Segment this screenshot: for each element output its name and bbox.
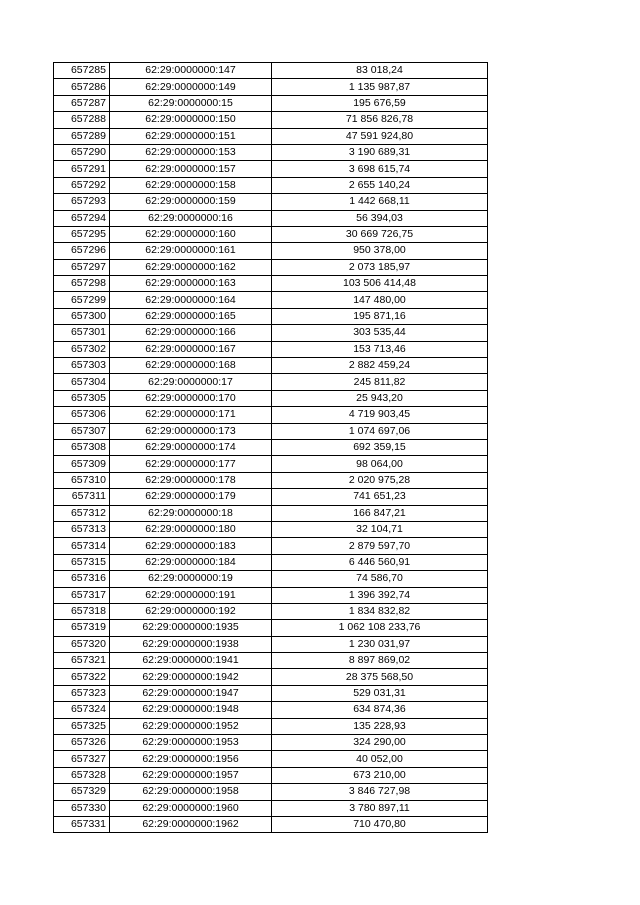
table-row bbox=[54, 718, 488, 734]
row-number-cell: 657299 bbox=[54, 292, 110, 308]
table-row bbox=[54, 128, 488, 144]
table-row bbox=[54, 79, 488, 95]
cadastral-value-cell: 692 359,15 bbox=[272, 439, 488, 455]
table-row bbox=[54, 95, 488, 111]
cadastral-value-cell: 32 104,71 bbox=[272, 521, 488, 537]
row-number-cell: 657287 bbox=[54, 95, 110, 111]
table-row bbox=[54, 308, 488, 324]
cadastral-value-cell: 2 879 597,70 bbox=[272, 538, 488, 554]
table-row bbox=[54, 325, 488, 341]
row-number-cell: 657302 bbox=[54, 341, 110, 357]
row-number-cell: 657316 bbox=[54, 571, 110, 587]
table-row bbox=[54, 374, 488, 390]
cadastral-value-cell: 71 856 826,78 bbox=[272, 112, 488, 128]
table-row bbox=[54, 620, 488, 636]
cadastral-number-cell: 62:29:0000000:158 bbox=[110, 177, 272, 193]
row-number-cell: 657297 bbox=[54, 259, 110, 275]
table-row bbox=[54, 636, 488, 652]
row-number-cell: 657296 bbox=[54, 243, 110, 259]
cadastral-number-cell: 62:29:0000000:153 bbox=[110, 144, 272, 160]
table-row bbox=[54, 489, 488, 505]
cadastral-number-cell: 62:29:0000000:1947 bbox=[110, 685, 272, 701]
cadastral-number-cell: 62:29:0000000:170 bbox=[110, 390, 272, 406]
cadastral-value-cell: 1 834 832,82 bbox=[272, 603, 488, 619]
cadastral-value-cell: 166 847,21 bbox=[272, 505, 488, 521]
cadastral-number-cell: 62:29:0000000:192 bbox=[110, 603, 272, 619]
row-number-cell: 657310 bbox=[54, 472, 110, 488]
table-row bbox=[54, 685, 488, 701]
row-number-cell: 657300 bbox=[54, 308, 110, 324]
table-row bbox=[54, 144, 488, 160]
row-number-cell: 657320 bbox=[54, 636, 110, 652]
cadastral-value-cell: 135 228,93 bbox=[272, 718, 488, 734]
table-row bbox=[54, 702, 488, 718]
table-row bbox=[54, 276, 488, 292]
cadastral-value-cell: 30 669 726,75 bbox=[272, 226, 488, 242]
row-number-cell: 657293 bbox=[54, 194, 110, 210]
row-number-cell: 657331 bbox=[54, 816, 110, 832]
cadastral-value-cell: 25 943,20 bbox=[272, 390, 488, 406]
table-row bbox=[54, 177, 488, 193]
table-row bbox=[54, 112, 488, 128]
cadastral-value-cell: 741 651,23 bbox=[272, 489, 488, 505]
cadastral-value-cell: 195 871,16 bbox=[272, 308, 488, 324]
cadastral-number-cell: 62:29:0000000:1942 bbox=[110, 669, 272, 685]
cadastral-value-cell: 40 052,00 bbox=[272, 751, 488, 767]
cadastral-number-cell: 62:29:0000000:19 bbox=[110, 571, 272, 587]
row-number-cell: 657315 bbox=[54, 554, 110, 570]
row-number-cell: 657325 bbox=[54, 718, 110, 734]
row-number-cell: 657328 bbox=[54, 767, 110, 783]
cadastral-value-cell: 1 062 108 233,76 bbox=[272, 620, 488, 636]
cadastral-value-cell: 673 210,00 bbox=[272, 767, 488, 783]
cadastral-number-cell: 62:29:0000000:165 bbox=[110, 308, 272, 324]
table-row bbox=[54, 816, 488, 832]
table-row bbox=[54, 751, 488, 767]
table-row bbox=[54, 226, 488, 242]
cadastral-value-cell: 3 698 615,74 bbox=[272, 161, 488, 177]
cadastral-number-cell: 62:29:0000000:168 bbox=[110, 358, 272, 374]
cadastral-number-cell: 62:29:0000000:1953 bbox=[110, 735, 272, 751]
table-row bbox=[54, 63, 488, 79]
row-number-cell: 657290 bbox=[54, 144, 110, 160]
table-row bbox=[54, 603, 488, 619]
row-number-cell: 657311 bbox=[54, 489, 110, 505]
table-row bbox=[54, 521, 488, 537]
cadastral-number-cell: 62:29:0000000:164 bbox=[110, 292, 272, 308]
cadastral-number-cell: 62:29:0000000:191 bbox=[110, 587, 272, 603]
cadastral-number-cell: 62:29:0000000:16 bbox=[110, 210, 272, 226]
cadastral-number-cell: 62:29:0000000:173 bbox=[110, 423, 272, 439]
cadastral-value-cell: 1 135 987,87 bbox=[272, 79, 488, 95]
row-number-cell: 657292 bbox=[54, 177, 110, 193]
cadastral-number-cell: 62:29:0000000:160 bbox=[110, 226, 272, 242]
cadastral-number-cell: 62:29:0000000:1935 bbox=[110, 620, 272, 636]
cadastral-value-cell: 6 446 560,91 bbox=[272, 554, 488, 570]
row-number-cell: 657288 bbox=[54, 112, 110, 128]
table-row bbox=[54, 407, 488, 423]
table-row bbox=[54, 161, 488, 177]
cadastral-value-cell: 710 470,80 bbox=[272, 816, 488, 832]
table-row bbox=[54, 358, 488, 374]
row-number-cell: 657301 bbox=[54, 325, 110, 341]
table-row bbox=[54, 784, 488, 800]
cadastral-value-table bbox=[53, 62, 488, 833]
table-row bbox=[54, 439, 488, 455]
row-number-cell: 657317 bbox=[54, 587, 110, 603]
cadastral-number-cell: 62:29:0000000:17 bbox=[110, 374, 272, 390]
table-row bbox=[54, 538, 488, 554]
cadastral-value-cell: 74 586,70 bbox=[272, 571, 488, 587]
row-number-cell: 657285 bbox=[54, 63, 110, 79]
cadastral-value-cell: 3 190 689,31 bbox=[272, 144, 488, 160]
cadastral-value-cell: 2 655 140,24 bbox=[272, 177, 488, 193]
row-number-cell: 657327 bbox=[54, 751, 110, 767]
table-row bbox=[54, 341, 488, 357]
cadastral-number-cell: 62:29:0000000:163 bbox=[110, 276, 272, 292]
cadastral-value-cell: 634 874,36 bbox=[272, 702, 488, 718]
cadastral-number-cell: 62:29:0000000:1960 bbox=[110, 800, 272, 816]
cadastral-number-cell: 62:29:0000000:179 bbox=[110, 489, 272, 505]
cadastral-number-cell: 62:29:0000000:162 bbox=[110, 259, 272, 275]
cadastral-value-cell: 98 064,00 bbox=[272, 456, 488, 472]
table-row bbox=[54, 259, 488, 275]
cadastral-number-cell: 62:29:0000000:1941 bbox=[110, 653, 272, 669]
row-number-cell: 657312 bbox=[54, 505, 110, 521]
cadastral-value-cell: 153 713,46 bbox=[272, 341, 488, 357]
cadastral-value-cell: 1 074 697,06 bbox=[272, 423, 488, 439]
cadastral-value-cell: 529 031,31 bbox=[272, 685, 488, 701]
cadastral-value-cell: 56 394,03 bbox=[272, 210, 488, 226]
cadastral-value-cell: 195 676,59 bbox=[272, 95, 488, 111]
row-number-cell: 657295 bbox=[54, 226, 110, 242]
cadastral-number-cell: 62:29:0000000:174 bbox=[110, 439, 272, 455]
cadastral-number-cell: 62:29:0000000:1952 bbox=[110, 718, 272, 734]
row-number-cell: 657321 bbox=[54, 653, 110, 669]
cadastral-number-cell: 62:29:0000000:177 bbox=[110, 456, 272, 472]
row-number-cell: 657330 bbox=[54, 800, 110, 816]
cadastral-number-cell: 62:29:0000000:151 bbox=[110, 128, 272, 144]
row-number-cell: 657305 bbox=[54, 390, 110, 406]
row-number-cell: 657307 bbox=[54, 423, 110, 439]
cadastral-value-cell: 1 230 031,97 bbox=[272, 636, 488, 652]
cadastral-value-cell: 3 846 727,98 bbox=[272, 784, 488, 800]
cadastral-number-cell: 62:29:0000000:149 bbox=[110, 79, 272, 95]
table-row bbox=[54, 194, 488, 210]
cadastral-number-cell: 62:29:0000000:184 bbox=[110, 554, 272, 570]
cadastral-value-cell: 4 719 903,45 bbox=[272, 407, 488, 423]
cadastral-number-cell: 62:29:0000000:166 bbox=[110, 325, 272, 341]
cadastral-value-cell: 324 290,00 bbox=[272, 735, 488, 751]
cadastral-value-cell: 83 018,24 bbox=[272, 63, 488, 79]
row-number-cell: 657294 bbox=[54, 210, 110, 226]
cadastral-number-cell: 62:29:0000000:1938 bbox=[110, 636, 272, 652]
table-row bbox=[54, 587, 488, 603]
cadastral-number-cell: 62:29:0000000:171 bbox=[110, 407, 272, 423]
cadastral-value-cell: 303 535,44 bbox=[272, 325, 488, 341]
row-number-cell: 657329 bbox=[54, 784, 110, 800]
cadastral-number-cell: 62:29:0000000:161 bbox=[110, 243, 272, 259]
row-number-cell: 657308 bbox=[54, 439, 110, 455]
cadastral-number-cell: 62:29:0000000:1957 bbox=[110, 767, 272, 783]
cadastral-number-cell: 62:29:0000000:1956 bbox=[110, 751, 272, 767]
table-row bbox=[54, 800, 488, 816]
cadastral-number-cell: 62:29:0000000:178 bbox=[110, 472, 272, 488]
table-row bbox=[54, 243, 488, 259]
table-row bbox=[54, 390, 488, 406]
cadastral-value-cell: 147 480,00 bbox=[272, 292, 488, 308]
cadastral-value-cell: 2 073 185,97 bbox=[272, 259, 488, 275]
row-number-cell: 657326 bbox=[54, 735, 110, 751]
cadastral-number-cell: 62:29:0000000:157 bbox=[110, 161, 272, 177]
row-number-cell: 657298 bbox=[54, 276, 110, 292]
table-row bbox=[54, 554, 488, 570]
table-row bbox=[54, 669, 488, 685]
cadastral-number-cell: 62:29:0000000:167 bbox=[110, 341, 272, 357]
cadastral-value-cell: 3 780 897,11 bbox=[272, 800, 488, 816]
cadastral-number-cell: 62:29:0000000:159 bbox=[110, 194, 272, 210]
cadastral-number-cell: 62:29:0000000:147 bbox=[110, 63, 272, 79]
row-number-cell: 657319 bbox=[54, 620, 110, 636]
cadastral-value-cell: 8 897 869,02 bbox=[272, 653, 488, 669]
row-number-cell: 657313 bbox=[54, 521, 110, 537]
table-row bbox=[54, 767, 488, 783]
row-number-cell: 657318 bbox=[54, 603, 110, 619]
cadastral-number-cell: 62:29:0000000:183 bbox=[110, 538, 272, 554]
row-number-cell: 657286 bbox=[54, 79, 110, 95]
cadastral-value-cell: 950 378,00 bbox=[272, 243, 488, 259]
table-row bbox=[54, 423, 488, 439]
table-row bbox=[54, 472, 488, 488]
row-number-cell: 657323 bbox=[54, 685, 110, 701]
cadastral-value-cell: 103 506 414,48 bbox=[272, 276, 488, 292]
cadastral-number-cell: 62:29:0000000:1962 bbox=[110, 816, 272, 832]
cadastral-number-cell: 62:29:0000000:150 bbox=[110, 112, 272, 128]
table-row bbox=[54, 735, 488, 751]
cadastral-number-cell: 62:29:0000000:15 bbox=[110, 95, 272, 111]
cadastral-value-cell: 2 882 459,24 bbox=[272, 358, 488, 374]
table-row bbox=[54, 292, 488, 308]
cadastral-number-cell: 62:29:0000000:1948 bbox=[110, 702, 272, 718]
table-row bbox=[54, 571, 488, 587]
table-row bbox=[54, 210, 488, 226]
cadastral-number-cell: 62:29:0000000:1958 bbox=[110, 784, 272, 800]
row-number-cell: 657309 bbox=[54, 456, 110, 472]
cadastral-value-cell: 47 591 924,80 bbox=[272, 128, 488, 144]
cadastral-value-cell: 1 396 392,74 bbox=[272, 587, 488, 603]
table-row bbox=[54, 653, 488, 669]
cadastral-value-cell: 1 442 668,11 bbox=[272, 194, 488, 210]
cadastral-value-cell: 28 375 568,50 bbox=[272, 669, 488, 685]
row-number-cell: 657289 bbox=[54, 128, 110, 144]
row-number-cell: 657303 bbox=[54, 358, 110, 374]
row-number-cell: 657324 bbox=[54, 702, 110, 718]
row-number-cell: 657322 bbox=[54, 669, 110, 685]
table-body bbox=[54, 63, 488, 833]
row-number-cell: 657304 bbox=[54, 374, 110, 390]
table-row bbox=[54, 505, 488, 521]
cadastral-number-cell: 62:29:0000000:180 bbox=[110, 521, 272, 537]
cadastral-value-cell: 245 811,82 bbox=[272, 374, 488, 390]
row-number-cell: 657291 bbox=[54, 161, 110, 177]
row-number-cell: 657314 bbox=[54, 538, 110, 554]
table-row bbox=[54, 456, 488, 472]
cadastral-number-cell: 62:29:0000000:18 bbox=[110, 505, 272, 521]
row-number-cell: 657306 bbox=[54, 407, 110, 423]
cadastral-value-cell: 2 020 975,28 bbox=[272, 472, 488, 488]
